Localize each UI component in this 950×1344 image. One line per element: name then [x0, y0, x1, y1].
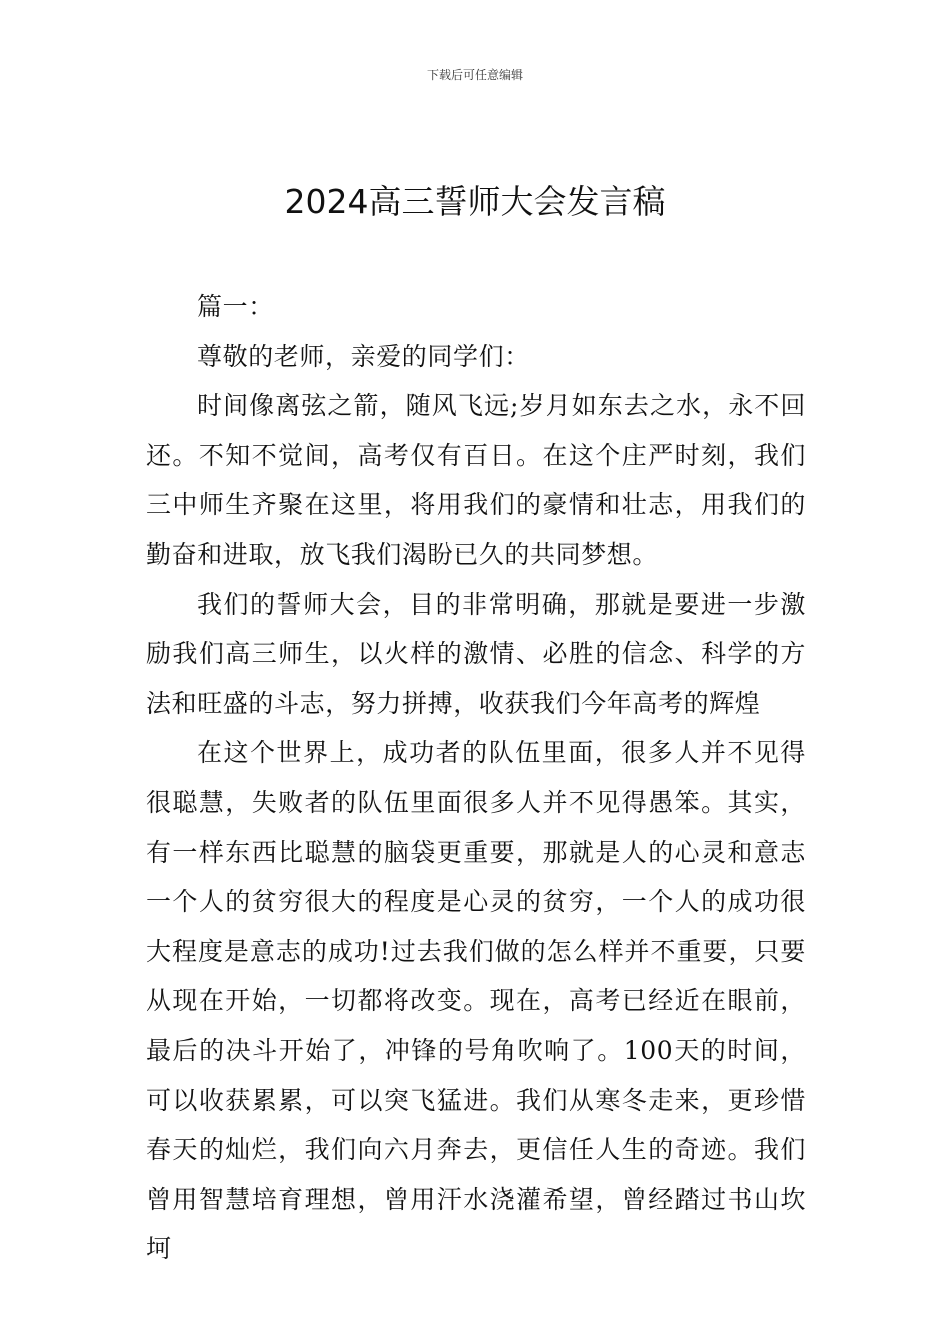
document-title: 2024高三誓师大会发言稿: [284, 182, 666, 221]
salutation: 尊敬的老师，亲爱的同学们：: [197, 341, 530, 371]
body-paragraph: 在这个世界上，成功者的队伍里面，很多人并不见得很聪慧，失败者的队伍里面很多人并不见得愚笨。其实，有一样东西比聪慧的脑袋更重要，那就是人的心灵和意志一个人的贫穷很大的程度是心灵的贫穷，一个人的成功很大程度是意志的成功!过去我们做的怎么样并不重要，只要从现在开始，一切都将改变。现在，高考已经近在眼前，最后的决斗开始了，冲锋的号角吹响了。100天的时间，可以收获累累，可以突飞猛进。我们从寒冬走来，更珍惜春天的灿烂，我们向六月奔去，更信任人生的奇迹。我们曾用智慧培育理想，曾用汗水浇灌希望，曾经踏过书山坎坷: [146, 738, 806, 1264]
document-body: [146, 282, 806, 1274]
body-paragraph: 我们的誓师大会，目的非常明确，那就是要进一步激励我们高三师生，以火样的激情、必胜的信念、科学的方法和旺盛的斗志，努力拼搏，收获我们今年高考的辉煌: [146, 589, 806, 718]
header-note: 下载后可任意编辑: [426, 68, 523, 82]
body-paragraph: 时间像离弦之箭，随风飞远;岁月如东去之水，永不回还。不知不觉间，高考仅有百日。在这个庄严时刻，我们三中师生齐聚在这里，将用我们的豪情和壮志，用我们的勤奋和进取，放飞我们渴盼已久的共同梦想。: [146, 391, 806, 569]
section-label: 篇一：: [197, 292, 274, 321]
